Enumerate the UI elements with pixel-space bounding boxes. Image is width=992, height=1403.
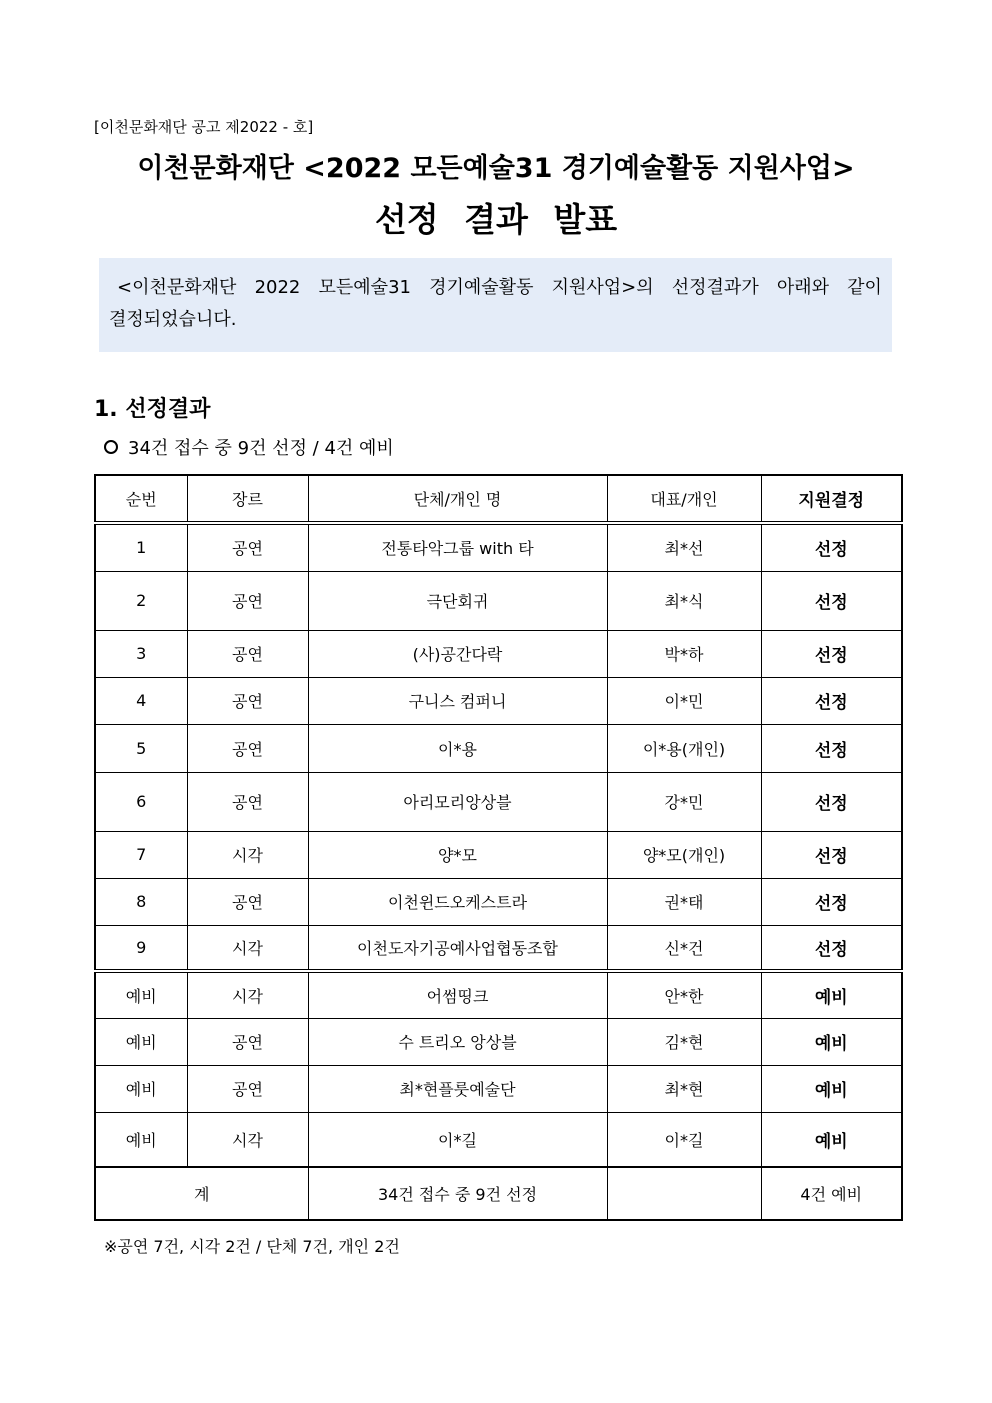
cell-rep: 권*태 [607,878,761,925]
table-row [95,925,902,971]
cell-rep: 이*길 [607,1112,761,1167]
total-label: 계 [95,1167,308,1220]
cell-rep: 박*하 [607,630,761,677]
intro-line2: 결정되었습니다. [109,309,237,330]
cell-rep: 최*식 [607,571,761,630]
cell-name: 최*현플룻예술단 [308,1065,607,1112]
cell-name: 구니스 컴퍼니 [308,677,607,724]
notice-number: [이천문화재단 공고 제2022 - 호] [94,118,314,136]
cell-no: 6 [95,772,187,831]
cell-no: 예비 [95,1065,187,1112]
cell-name: 이천도자기공예사업협동조합 [308,925,607,971]
table-row [95,1065,902,1112]
cell-rep: 김*현 [607,1018,761,1065]
cell-no: 예비 [95,1112,187,1167]
table-header-row [95,475,902,523]
cell-rep: 최*현 [607,1065,761,1112]
header-name: 단체/개인 명 [308,475,607,523]
cell-decision: 선정 [761,925,902,971]
cell-no: 4 [95,677,187,724]
cell-no: 7 [95,831,187,878]
cell-rep: 이*용(개인) [607,724,761,772]
cell-name: 이*용 [308,724,607,772]
header-rep: 대표/개인 [607,475,761,523]
cell-genre: 공연 [187,1065,308,1112]
cell-name: 극단회귀 [308,571,607,630]
cell-name: 어썸띵크 [308,971,607,1018]
cell-decision: 예비 [761,971,902,1018]
cell-genre: 공연 [187,630,308,677]
table-row [95,878,902,925]
cell-rep: 안*한 [607,971,761,1018]
cell-decision: 선정 [761,630,902,677]
intro-word: 경기예술활동 [429,277,534,298]
cell-genre: 공연 [187,772,308,831]
cell-genre: 시각 [187,1112,308,1167]
cell-rep: 신*건 [607,925,761,971]
cell-decision: 선정 [761,523,902,571]
table-row [95,1018,902,1065]
cell-genre: 공연 [187,724,308,772]
cell-genre: 공연 [187,878,308,925]
cell-genre: 공연 [187,1018,308,1065]
intro-box [99,258,892,352]
table-row [95,971,902,1018]
circle-bullet-icon [104,440,118,454]
cell-decision: 예비 [761,1018,902,1065]
intro-word: 2022 [254,277,301,298]
cell-no: 9 [95,925,187,971]
table-row [95,831,902,878]
intro-line1 [109,272,882,304]
cell-genre: 공연 [187,677,308,724]
cell-genre: 시각 [187,831,308,878]
results-table [94,474,903,1221]
cell-decision: 선정 [761,878,902,925]
section-title: 1. 선정결과 [94,397,211,422]
cell-genre: 시각 [187,971,308,1018]
cell-no: 예비 [95,1018,187,1065]
cell-no: 5 [95,724,187,772]
document-subtitle: 선정 결과 발표 [374,200,618,239]
cell-rep: 이*민 [607,677,761,724]
cell-decision: 예비 [761,1065,902,1112]
cell-genre: 시각 [187,925,308,971]
cell-no: 8 [95,878,187,925]
cell-no: 1 [95,523,187,571]
header-no: 순번 [95,475,187,523]
cell-rep: 양*모(개인) [607,831,761,878]
cell-no: 2 [95,571,187,630]
table-row [95,630,902,677]
total-rep [607,1167,761,1220]
cell-name: 이천윈드오케스트라 [308,878,607,925]
cell-no: 예비 [95,971,187,1018]
cell-name: 이*길 [308,1112,607,1167]
cell-decision: 선정 [761,571,902,630]
cell-name: 양*모 [308,831,607,878]
table-row [95,571,902,630]
table-row [95,772,902,831]
table-row [95,677,902,724]
intro-word: 선정결과가 [671,277,759,298]
document-title: 이천문화재단 <2022 모든예술31 경기예술활동 지원사업> [137,153,855,184]
intro-word: 같이 [847,277,882,298]
cell-rep: 강*민 [607,772,761,831]
cell-decision: 선정 [761,831,902,878]
table-row [95,1112,902,1167]
intro-word: 모든예술31 [318,277,411,298]
cell-decision: 선정 [761,724,902,772]
cell-genre: 공연 [187,523,308,571]
cell-genre: 공연 [187,571,308,630]
table-total-row [95,1167,902,1220]
cell-decision: 예비 [761,1112,902,1167]
cell-name: 수 트리오 앙상블 [308,1018,607,1065]
intro-word: <이천문화재단 [117,277,237,298]
cell-name: (사)공간다락 [308,630,607,677]
table-row [95,523,902,571]
cell-no: 3 [95,630,187,677]
total-decision: 4건 예비 [761,1167,902,1220]
cell-decision: 선정 [761,772,902,831]
table-row [95,724,902,772]
cell-rep: 최*선 [607,523,761,571]
footnote: ※공연 7건, 시각 2건 / 단체 7건, 개인 2건 [104,1237,400,1256]
header-decision: 지원결정 [761,475,902,523]
cell-name: 전통타악그룹 with 타 [308,523,607,571]
intro-word: 지원사업>의 [551,277,654,298]
summary-bullet [104,434,394,460]
cell-name: 아리모리앙상블 [308,772,607,831]
intro-word: 아래와 [776,277,830,298]
total-summary: 34건 접수 중 9건 선정 [308,1167,607,1220]
summary-text: 34건 접수 중 9건 선정 / 4건 예비 [128,438,394,459]
cell-decision: 선정 [761,677,902,724]
header-genre: 장르 [187,475,308,523]
